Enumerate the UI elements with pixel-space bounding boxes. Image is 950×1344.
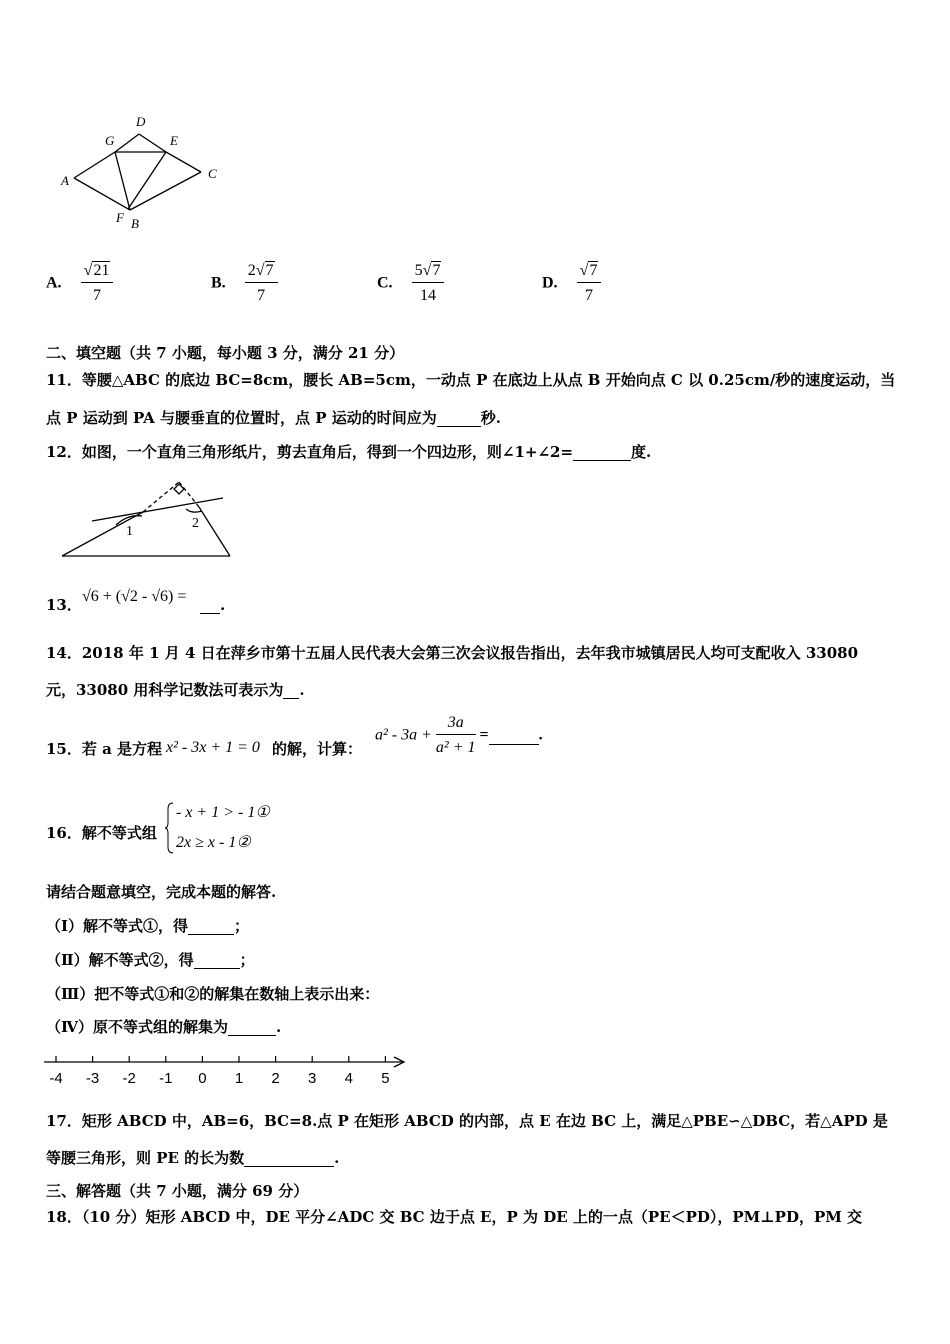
question-16-step2: （Ⅱ）解不等式②，得 ；: [46, 951, 255, 969]
right-angle-mark: [174, 484, 184, 494]
answer-blank: [200, 598, 220, 614]
number-line-label: 3: [308, 1070, 317, 1087]
system-brace: [165, 802, 175, 854]
number-line-label: -4: [49, 1070, 63, 1087]
option-b: [211, 262, 278, 305]
edge-GD: [115, 134, 139, 152]
question-16-step4: （Ⅳ）原不等式组的解集为 .: [46, 1018, 282, 1036]
edge-AB: [74, 178, 130, 210]
option-c: [377, 262, 444, 305]
number-line-label: -2: [122, 1070, 136, 1087]
cut-line: [92, 498, 223, 521]
label-F: F: [116, 210, 124, 225]
question-11-line1: 11．等腰△ABC 的底边 BC=8cm，腰长 AB=5cm，一动点 P 在底边上从点 B 开始向点 C 以 0.25cm/秒的速度运动，当: [46, 371, 896, 389]
edge-GB: [115, 152, 130, 210]
question-16-prefix: 16．解不等式组: [46, 824, 157, 842]
question-11-line2: 点 P 运动到 PA 与腰垂直的位置时，点 P 运动的时间应为 秒.: [46, 409, 501, 427]
question-16-instruction: 请结合题意填空，完成本题的解答.: [46, 883, 277, 901]
answer-blank: [573, 445, 631, 461]
dashed-left-leg: [143, 482, 179, 512]
edge-EC: [166, 152, 201, 172]
question-13-expression: √6 + (√2 - √6) =: [82, 588, 187, 605]
option-letter: B.: [211, 274, 226, 292]
question-18-line1: 18．（10 分）矩形 ABCD 中，DE 平分∠ADC 交 BC 边于点 E，P 为 DE 上的一点（PE＜PD），PM⊥PD，PM 交: [46, 1208, 863, 1226]
option-letter: D.: [542, 274, 558, 292]
option-letter: A.: [46, 274, 62, 292]
triangle-right-side: [199, 507, 230, 556]
number-line-label: 4: [344, 1070, 353, 1087]
question-16-step1: （Ⅰ）解不等式①，得 ；: [46, 917, 250, 935]
question-13-number: 13．: [46, 596, 82, 614]
inequality-2: 2x ≥ x - 1②: [176, 834, 251, 851]
question-15-prefix: 15．若 a 是方程: [46, 740, 163, 758]
question-12-text: 12．如图，一个直角三角形纸片，剪去直角后，得到一个四边形，则∠1+∠2= 度.: [46, 443, 652, 461]
question-15-middle: 的解，计算：: [272, 740, 363, 758]
edge-DE: [139, 134, 166, 152]
label-B: B: [131, 216, 139, 231]
label-E: E: [170, 133, 178, 148]
question-15-expression: a² - 3a + $\frac{3a}{\text{a² + 1}}$ = .: [375, 714, 543, 756]
number-line-label: 0: [198, 1070, 207, 1087]
option-fraction: $\frac{√7}{7}$: [577, 262, 602, 305]
option-letter: C.: [377, 274, 393, 292]
number-line-label: 1: [234, 1070, 244, 1087]
quadrilateral-figure: [55, 112, 225, 237]
number-line: [42, 1052, 412, 1092]
question-15-fraction: $\frac{3a}{\text{a² + 1}}$: [435, 714, 476, 756]
question-14-line1: 14．2018 年 1 月 4 日在萍乡市第十五届人民代表大会第三次会议报告指出，去年我市城镇居民人均可支配收入 33080: [46, 644, 859, 662]
triangle-cut-figure: [58, 476, 236, 561]
answer-blank: [194, 953, 240, 969]
answer-blank: [489, 726, 539, 745]
number-line-label: 5: [381, 1070, 390, 1087]
question-17-line1: 17．矩形 ABCD 中，AB=6，BC=8.点 P 在矩形 ABCD 的内部，点 E 在边 BC 上，满足△PBE∽△DBC，若△APD 是: [46, 1112, 888, 1130]
angle-1-label: 1: [126, 524, 133, 539]
question-17-line2: 等腰三角形，则 PE 的长为数 .: [46, 1149, 340, 1167]
inequality-1: - x + 1 > - 1①: [176, 804, 270, 821]
question-13-answer: .: [200, 598, 225, 614]
option-d: [542, 262, 601, 305]
option-fraction: $\frac{2√7}{7}$: [245, 262, 278, 305]
number-line-label: -1: [159, 1070, 173, 1087]
option-a: [46, 262, 113, 305]
number-line-label: -3: [85, 1070, 100, 1087]
section-heading: 二、填空题（共 7 小题，每小题 3 分，满分 21 分）: [46, 344, 405, 362]
answer-blank: [244, 1151, 334, 1167]
label-A: A: [61, 173, 69, 188]
edge-AG: [74, 152, 115, 178]
option-fraction: $\frac{5√7}{14}$: [412, 262, 445, 305]
answer-blank: [228, 1020, 276, 1036]
number-line-label: 2: [271, 1070, 280, 1087]
answer-blank: [437, 411, 481, 427]
question-16-step3: （Ⅲ）把不等式①和②的解集在数轴上表示出来：: [46, 985, 380, 1003]
question-14-line2: 元，33080 用科学记数法可表示为 .: [46, 681, 305, 699]
label-C: C: [208, 166, 217, 181]
option-fraction: $\frac{√21}{7}$: [81, 262, 114, 305]
answer-blank: [188, 919, 234, 935]
question-15-equation: x² - 3x + 1 = 0: [166, 739, 260, 756]
angle-2-label: 2: [192, 516, 199, 531]
section-heading: 三、解答题（共 7 小题，满分 69 分）: [46, 1182, 309, 1200]
angle-2-arc: [186, 509, 202, 512]
label-G: G: [105, 133, 115, 148]
label-D: D: [136, 114, 146, 129]
answer-blank: [283, 683, 299, 699]
